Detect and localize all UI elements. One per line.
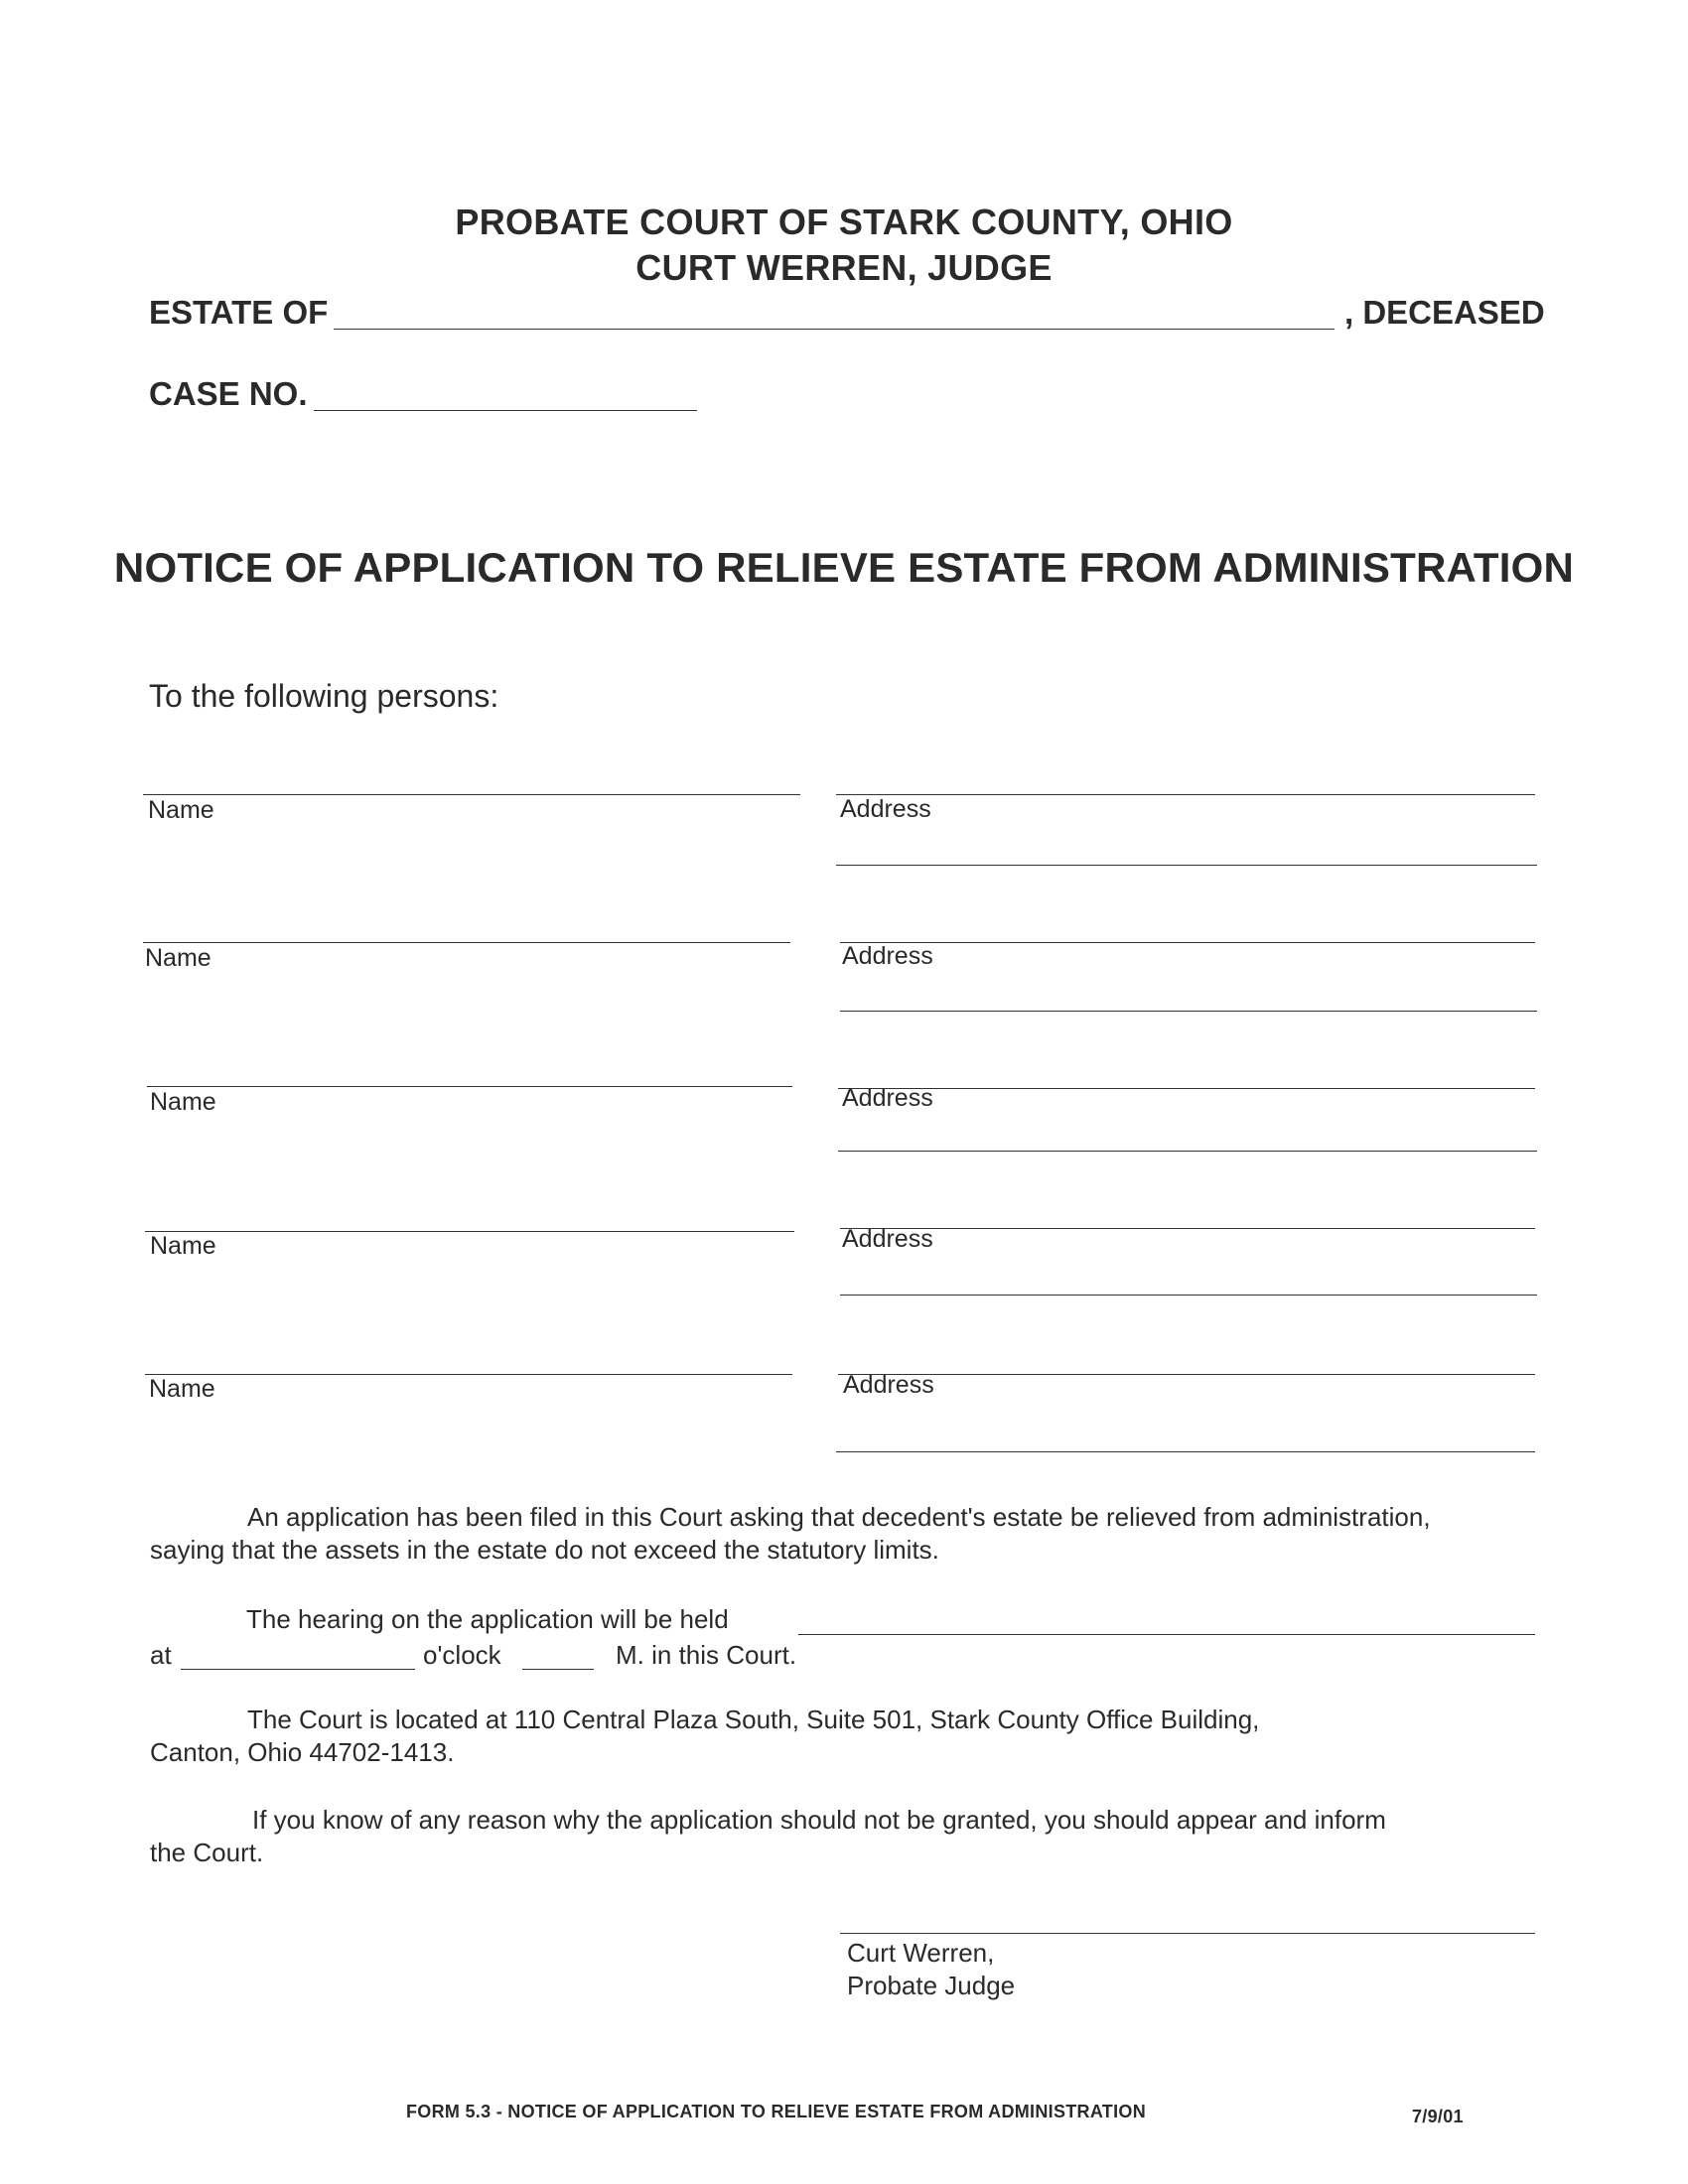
- case-no-field[interactable]: [314, 410, 697, 411]
- judge-line: CURT WERREN, JUDGE: [635, 247, 1053, 288]
- objection-line-1: If you know of any reason why the application should not be granted, you should appear and inform: [252, 1805, 1386, 1835]
- address-field[interactable]: [836, 794, 1535, 795]
- intro-text: To the following persons:: [149, 678, 499, 714]
- signature-name: Curt Werren,: [847, 1938, 995, 1968]
- application-paragraph-line-2: saying that the assets in the estate do not exceed the statutory limits.: [150, 1535, 939, 1565]
- application-paragraph-line-1: An application has been filed in this Court asking that decedent's estate be relieved from administration,: [247, 1502, 1431, 1532]
- address-label: Address: [842, 942, 933, 970]
- estate-of-label: ESTATE OF: [149, 294, 329, 331]
- name-label: Name: [150, 1232, 216, 1260]
- address-line-2-field[interactable]: [836, 865, 1537, 866]
- footer-date: 7/9/01: [1412, 2107, 1464, 2126]
- location-line-1: The Court is located at 110 Central Plaza South, Suite 501, Stark County Office Building,: [247, 1705, 1260, 1734]
- signature-line[interactable]: [840, 1933, 1535, 1934]
- signature-title: Probate Judge: [847, 1971, 1016, 2000]
- name-field[interactable]: [143, 942, 790, 943]
- address-line-2-field[interactable]: [838, 1151, 1537, 1152]
- address-label: Address: [842, 1225, 933, 1253]
- at-label: at: [150, 1640, 172, 1670]
- address-field[interactable]: [840, 942, 1535, 943]
- name-field[interactable]: [145, 1374, 792, 1375]
- footer-form-label: FORM 5.3 - NOTICE OF APPLICATION TO RELIEVE ESTATE FROM ADMINISTRATION: [406, 2102, 1147, 2121]
- address-label: Address: [842, 1084, 933, 1112]
- case-no-label: CASE NO.: [149, 375, 308, 412]
- hearing-text: The hearing on the application will be held: [246, 1604, 729, 1634]
- deceased-label: , DECEASED: [1344, 294, 1545, 331]
- oclock-label: o'clock: [423, 1640, 501, 1670]
- objection-line-2: the Court.: [150, 1838, 264, 1867]
- name-label: Name: [145, 944, 211, 972]
- name-label: Name: [150, 1088, 216, 1116]
- address-line-2-field[interactable]: [840, 1295, 1537, 1296]
- name-label: Name: [148, 796, 214, 824]
- m-in-court-label: M. in this Court.: [616, 1640, 797, 1670]
- address-field[interactable]: [840, 1228, 1535, 1229]
- address-line-2-field[interactable]: [840, 1011, 1537, 1012]
- hearing-time-field[interactable]: [181, 1669, 415, 1670]
- address-label: Address: [843, 1371, 934, 1399]
- hearing-date-field[interactable]: [798, 1634, 1535, 1635]
- address-field[interactable]: [838, 1374, 1535, 1375]
- court-name: PROBATE COURT OF STARK COUNTY, OHIO: [455, 202, 1233, 242]
- name-field[interactable]: [143, 794, 800, 795]
- name-field[interactable]: [145, 1231, 794, 1232]
- form-title: NOTICE OF APPLICATION TO RELIEVE ESTATE FROM ADMINISTRATION: [113, 544, 1575, 591]
- address-line-2-field[interactable]: [836, 1451, 1535, 1452]
- am-pm-field[interactable]: [522, 1669, 594, 1670]
- name-field[interactable]: [147, 1086, 792, 1087]
- address-label: Address: [840, 795, 931, 823]
- estate-name-field[interactable]: [334, 329, 1335, 330]
- name-label: Name: [149, 1375, 215, 1403]
- location-line-2: Canton, Ohio 44702-1413.: [150, 1737, 455, 1767]
- address-field[interactable]: [838, 1088, 1535, 1089]
